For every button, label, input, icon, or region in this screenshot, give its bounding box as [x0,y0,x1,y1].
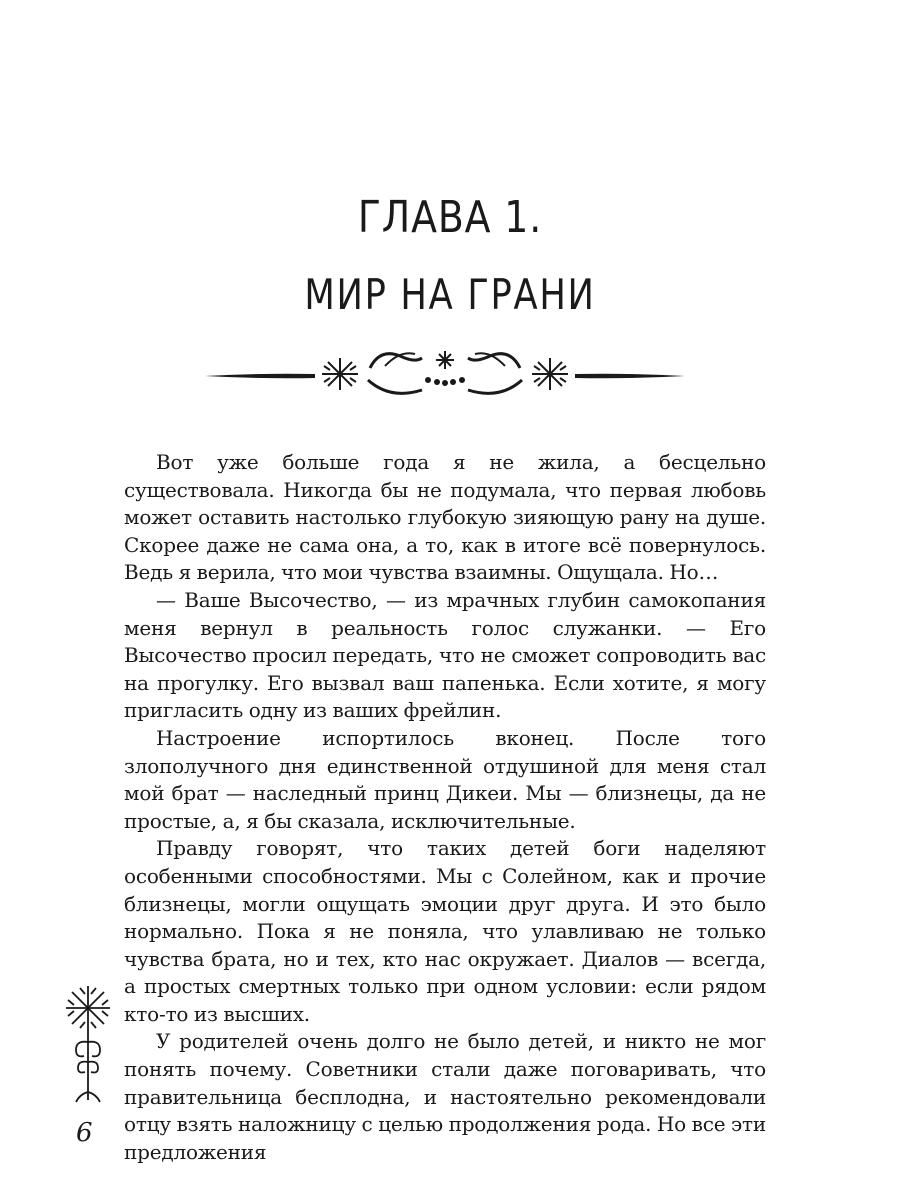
chapter-number: ГЛАВА 1. [357,192,543,243]
paragraph: У родителей очень долго не было детей, и никто не мог понять почему. Советники стали даже поговаривать, что правительница бесплодна, и настоятельно рекомендовали отцу взять наложницу с целью продолжения рода. Но все эти предложения [124,1029,766,1164]
paragraph: Правду говорят, что таких детей боги наделяют особенными способностями. Мы с Солейном, как и прочие близнецы, могли ощущать эмоции друг друга. И это было нормально. Пока я не поняла, что улавливаю не только чувства брата, но и тех, кто нас окружает. Диалов — всегда, а простых смертных только при одном условии: если рядом кто-то из высших. [124,836,766,1026]
snowflake-divider-ornament [200,338,690,408]
snowflake-tree-ornament [58,980,118,1110]
chapter-body-text [124,449,766,1166]
paragraph: Вот уже больше года я не жила, а бесцельно существовала. Никогда бы не подумала, что первая любовь может оставить настолько глубокую зияющую рану на душе. Скорее даже не сама она, а то, как в итоге всё повернулось. Ведь я верила, что мои чувства взаимны. Ощущала. Но… [124,450,766,585]
chapter-title: МИР НА ГРАНИ [304,270,596,319]
paragraph: — Ваше Высочество, — из мрачных глубин самокопания меня вернул в реальность голос служанки. — Его Высочество просил передать, что не сможет сопроводить вас на прогулку. Его вызвал ваш папенька. Если хотите, я могу пригласить одну из ваших фрейлин. [124,587,766,723]
paragraph: Настроение испортилось вконец. После того злополучного дня единственной отдушиной для меня стал мой брат — наследный принц Дикеи. Мы — близнецы, да не простые, а, я бы сказала, исключительные. [124,725,766,833]
page-number: 6 [76,1118,93,1148]
